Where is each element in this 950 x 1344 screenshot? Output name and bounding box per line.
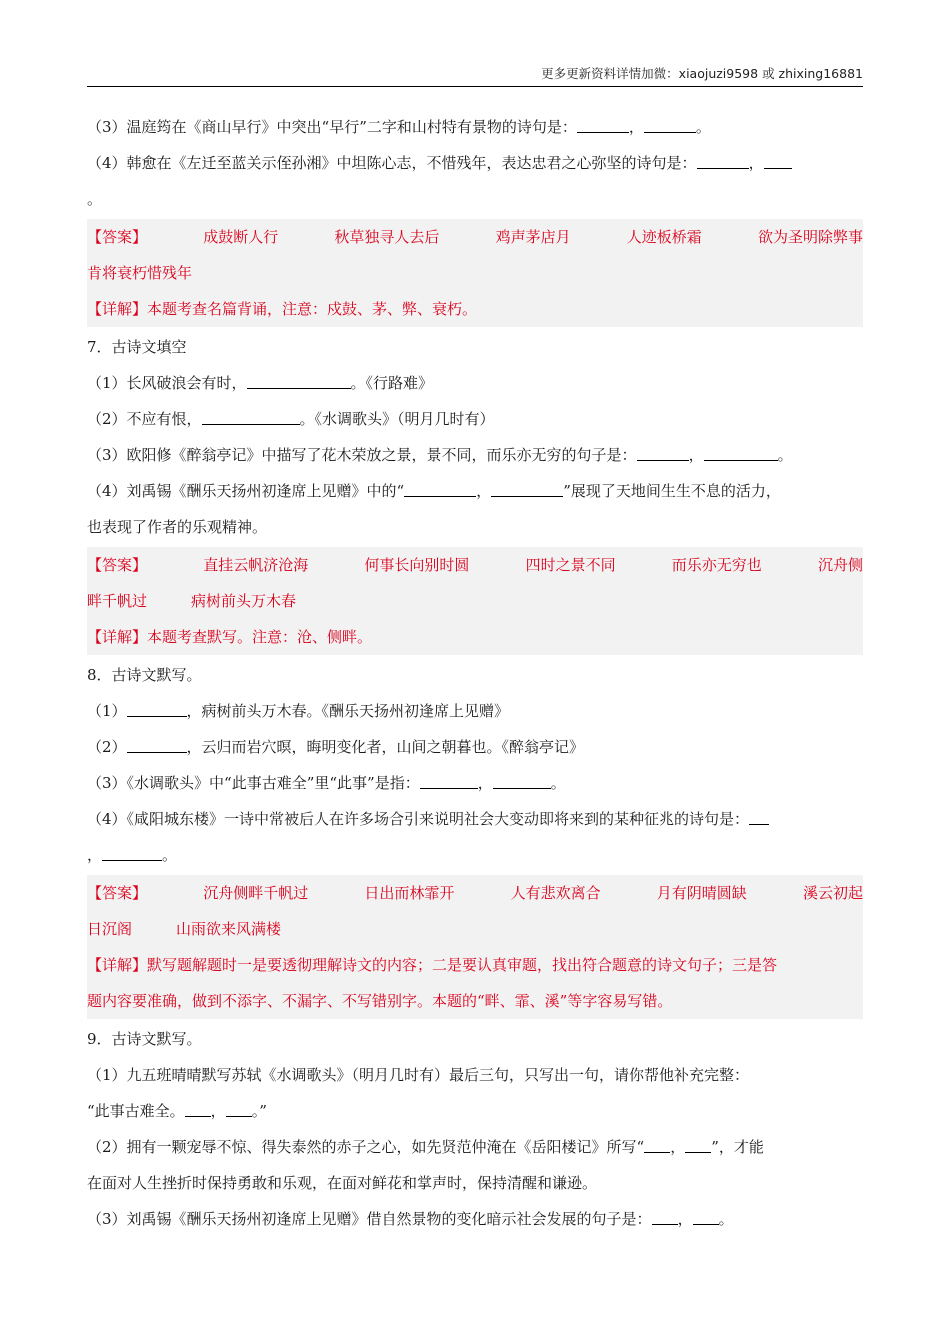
answer-item: 鸡声茅店月 xyxy=(495,228,571,246)
document-body xyxy=(87,109,863,1237)
answer-item: 秋草独寻人去后 xyxy=(334,228,440,246)
answer-label: 【答案】 xyxy=(87,884,148,902)
answer-blank[interactable] xyxy=(247,373,351,389)
q7-answers-line2 xyxy=(87,583,863,619)
q9-item3: （3）刘禹锡《酬乐天扬州初逢席上见赠》借自然景物的变化暗示社会发展的句子是： ， 。 xyxy=(87,1210,734,1228)
answer-item: 人迹板桥霜 xyxy=(626,228,702,246)
answer-blank[interactable] xyxy=(404,481,476,497)
answer-blank[interactable] xyxy=(644,1137,670,1153)
answer-blank[interactable] xyxy=(685,1137,711,1153)
answer-blank[interactable] xyxy=(102,845,162,861)
answer-item: 欲为圣明除弊事 xyxy=(757,228,863,246)
q7-item2: （2）不应有恨， 。《水调歌头》（明月几时有） xyxy=(87,410,495,428)
q6-answer-box xyxy=(87,219,863,327)
answer-blank[interactable] xyxy=(127,737,187,753)
answer-label: 【答案】 xyxy=(87,556,148,574)
answer-blank[interactable] xyxy=(493,773,551,789)
q6-answers xyxy=(87,219,863,255)
answer-item: 沉舟侧 xyxy=(817,556,863,574)
q8-item3: （3）《水调歌头》中“此事古难全”里“此事”是指： ， 。 xyxy=(87,774,566,792)
answer-blank[interactable] xyxy=(226,1101,252,1117)
answer-item: 沉舟侧畔千帆过 xyxy=(203,884,309,902)
answer-item: 而乐亦无穷也 xyxy=(671,556,762,574)
q7-item4: （4）刘禹锡《酬乐天扬州初逢席上见赠》中的“ ， ”展现了天地间生生不息的活力， xyxy=(87,482,781,500)
answer-blank[interactable] xyxy=(420,773,478,789)
q8-detail-line2: 题内容要准确，做到不添字、不漏字、不写错别字。本题的“畔、霏、溪”等字容易写错。 xyxy=(87,992,673,1010)
answer-item: 日沉阁 xyxy=(87,920,133,938)
q7-item3: （3）欧阳修《醉翁亭记》中描写了花木荣放之景，景不同，而乐亦无穷的句子是： ， 。 xyxy=(87,446,793,464)
q8-item1: （1） ，病树前头万木春。《酬乐天扬州初逢席上见赠》 xyxy=(87,702,510,720)
q8-answers-line2 xyxy=(87,911,863,947)
q8-item2: （2） ，云归而岩穴暝，晦明变化者，山间之朝暮也。《醉翁亭记》 xyxy=(87,738,585,756)
q6-item3: （3）温庭筠在《商山早行》中突出“早行”二字和山村特有景物的诗句是： ， 。 xyxy=(87,118,711,136)
q7-item4-line2: 也表现了作者的乐观精神。 xyxy=(87,518,268,536)
q7-detail: 【详解】本题考查默写。注意：沧、侧畔。 xyxy=(87,628,373,646)
answer-blank[interactable] xyxy=(577,117,629,133)
q9-item2-line2: 在面对人生挫折时保持勇敢和乐观，在面对鲜花和掌声时，保持清醒和谦逊。 xyxy=(87,1174,598,1192)
answer-blank[interactable] xyxy=(652,1209,678,1225)
answer-label: 【答案】 xyxy=(87,228,148,246)
answer-blank[interactable] xyxy=(637,445,689,461)
q7-title: 7．古诗文填空 xyxy=(87,338,187,356)
answer-item: 直挂云帆济沧海 xyxy=(203,556,309,574)
answer-blank[interactable] xyxy=(202,409,300,425)
answer-blank[interactable] xyxy=(764,153,792,169)
q8-answers xyxy=(87,875,863,911)
answer-blank[interactable] xyxy=(644,117,696,133)
answer-item: 成鼓断人行 xyxy=(203,228,279,246)
q8-detail-line1: 【详解】默写题解题时一是要透彻理解诗文的内容；二是要认真审题，找出符合题意的诗文句子；三是答 xyxy=(87,956,778,974)
answer-blank[interactable] xyxy=(749,809,769,825)
answer-blank[interactable] xyxy=(127,701,187,717)
q8-item4-line2: ， 。 xyxy=(87,846,178,864)
answer-item: 病树前头万木春 xyxy=(191,592,297,610)
answer-item: 人有悲欢离合 xyxy=(510,884,601,902)
q8-title: 8．古诗文默写。 xyxy=(87,666,202,684)
q7-answers xyxy=(87,547,863,583)
answer-item: 日出而林霏开 xyxy=(364,884,455,902)
q9-item2: （2）拥有一颗宠辱不惊、得失泰然的赤子之心，如先贤范仲淹在《岳阳楼记》所写“ ， ”，才能 xyxy=(87,1138,764,1156)
q6-detail: 【详解】本题考查名篇背诵，注意：戍鼓、茅、弊、衰朽。 xyxy=(87,300,478,318)
answer-item: 四时之景不同 xyxy=(525,556,616,574)
q6-item4-end: 。 xyxy=(87,190,103,208)
q8-answer-box xyxy=(87,875,863,1019)
answer-blank[interactable] xyxy=(185,1101,211,1117)
answer-blank[interactable] xyxy=(704,445,778,461)
answer-item: 月有阴晴圆缺 xyxy=(656,884,747,902)
answer-blank[interactable] xyxy=(491,481,563,497)
answer-blank[interactable] xyxy=(697,153,749,169)
q9-item1-line2: “此事古难全。 ， 。” xyxy=(87,1102,267,1120)
answer-item: 何事长向别时圆 xyxy=(364,556,470,574)
q9-title: 9．古诗文默写。 xyxy=(87,1030,202,1048)
answer-item: 溪云初起 xyxy=(802,884,863,902)
q7-answer-box xyxy=(87,547,863,655)
answer-blank[interactable] xyxy=(693,1209,719,1225)
page-header: 更多更新资料详情加微：xiaojuzi9598 或 zhixing16881 xyxy=(87,62,863,87)
answer-item: 畔千帆过 xyxy=(87,592,148,610)
q6-item4: （4）韩愈在《左迁至蓝关示侄孙湘》中坦陈心志，不惜残年，表达忠君之心弥坚的诗句是： ， xyxy=(87,145,863,181)
q9-item1: （1）九五班晴晴默写苏轼《水调歌头》（明月几时有）最后三句，只写出一句，请你帮他补充完整： xyxy=(87,1066,750,1084)
q7-item1: （1）长风破浪会有时， 。《行路难》 xyxy=(87,374,434,392)
q6-answers-line2: 肯将衰朽惜残年 xyxy=(87,264,193,282)
answer-item: 山雨欲来风满楼 xyxy=(176,920,282,938)
q8-item4: （4）《咸阳城东楼》一诗中常被后人在许多场合引来说明社会大变动即将来到的某种征兆的诗句是： xyxy=(87,801,863,837)
